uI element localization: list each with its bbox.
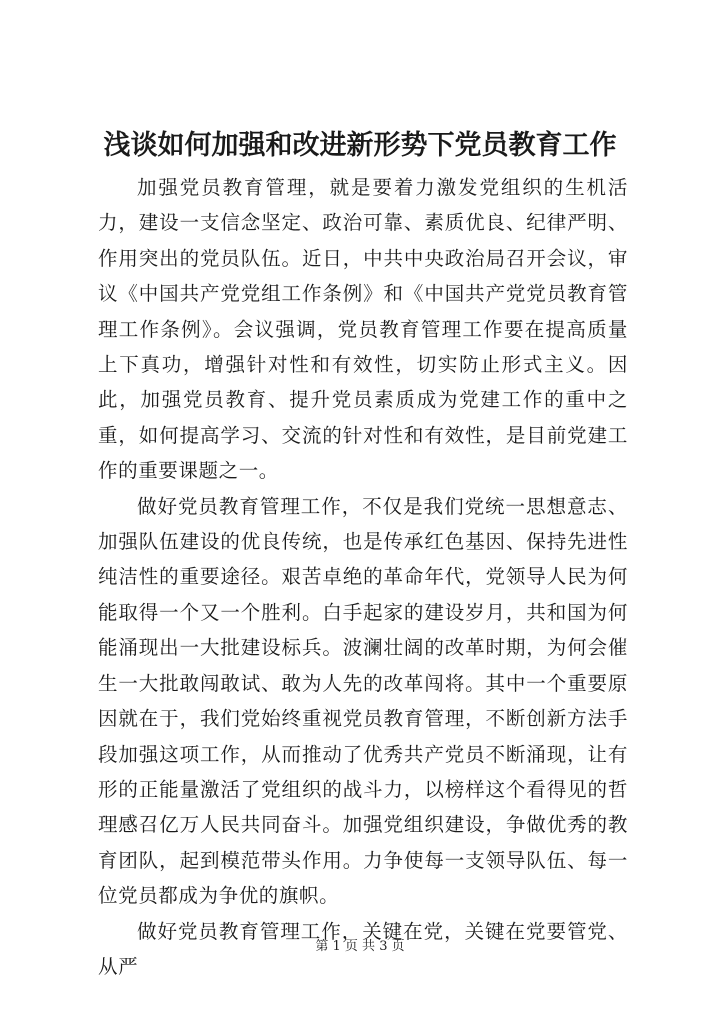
paragraph-3: 做好党员教育管理工作，关键在党，关键在党要管党、从严 — [98, 919, 628, 978]
paragraph-2: 做好党员教育管理工作，不仅是我们党统一思想意志、加强队伍建设的优良传统，也是传承红色基因、保持先进性纯洁性的重要途径。艰苦卓绝的革命年代，党领导人民为何能取得一个又一个胜利。白手起家的建设岁月，共和国为何能涌现出一大批建设标兵。波澜壮阔的改革时期，为何会催生一大批敢闯敢试、敢为人先的改革闯将。其中一个重要原因就在于，我们党始终重视党员教育管理，不断创新方法手段加强这项工作，从而推动了优秀共产党员不断涌现，让有形的正能量激活了党组织的战斗力，以榜样这个看得见的哲理感召亿万人民共同奋斗。加强党组织建设，争做优秀的教育团队，起到模范带头作用。力争使每一支领导队伍、每一位党员都成为争优的旗帜。 — [98, 494, 628, 908]
paragraph-1: 加强党员教育管理，就是要着力激发党组织的生机活力，建设一支信念坚定、政治可靠、素质优良、纪律严明、作用突出的党员队伍。近日，中共中央政治局召开会议，审议《中国共产党党组工作条例》和《中国共产党党员教育管理工作条例》。会议强调，党员教育管理工作要在提高质量上下真功，增强针对性和有效性，切实防止形式主义。因此，加强党员教育、提升党员素质成为党建工作的重中之重，如何提高学习、交流的针对性和有效性，是目前党建工作的重要课题之一。 — [98, 176, 628, 483]
page-footer: 第 1 页 共 3 页 — [315, 939, 405, 954]
document-title: 浅谈如何加强和改进新形势下党员教育工作 — [103, 130, 617, 161]
document-body — [98, 170, 628, 984]
